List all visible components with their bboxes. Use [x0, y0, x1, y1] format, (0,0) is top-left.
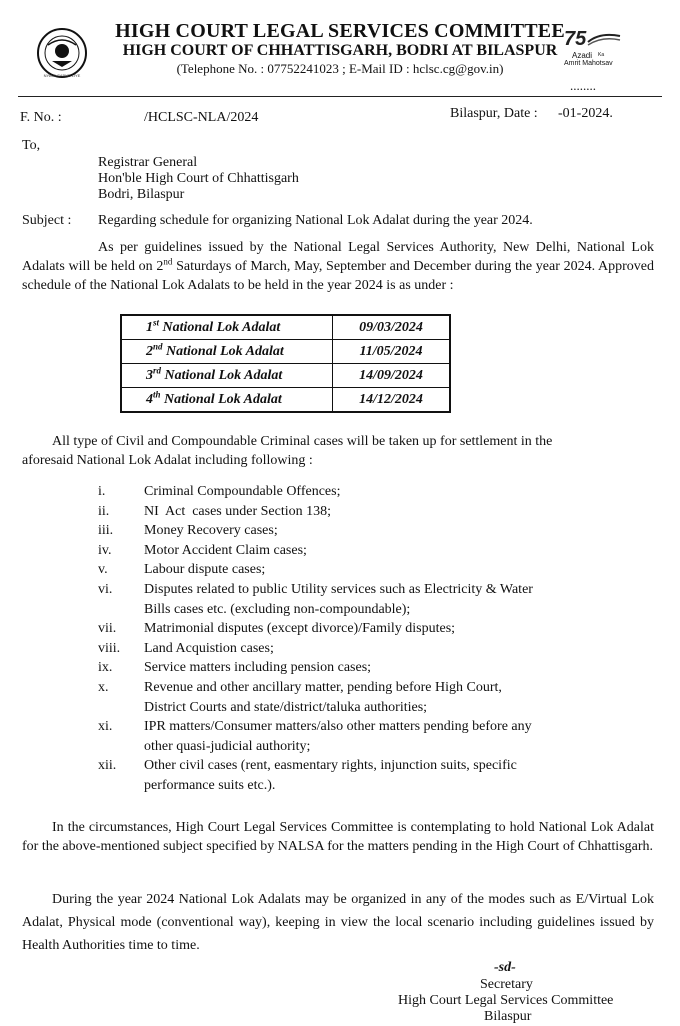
- logo-line2: Ka: [598, 52, 605, 58]
- flag-swoosh-icon: [586, 32, 622, 46]
- logo-line1: Azadi: [572, 51, 593, 60]
- logo-line3: Amrit Mahotsav: [564, 60, 613, 67]
- para-guidelines: [22, 238, 654, 295]
- case-number: iv.: [98, 542, 112, 558]
- schedule-row: [121, 315, 450, 340]
- right-logo: [560, 28, 630, 78]
- case-number: vi.: [98, 582, 113, 597]
- schedule-ordinal: 4: [146, 391, 153, 407]
- case-text: Disputes related to public Utility services such as Electricity & Water: [144, 582, 533, 597]
- para-guidelines-b: Saturdays of March, May, September and December during the year 2024. Approved schedule of the National Lok Adalats to be held in the year 2024 is as under :: [22, 259, 654, 293]
- schedule-date: 11/05/2024: [333, 340, 451, 364]
- fno-label: F. No. :: [20, 110, 62, 125]
- address-line2: Hon'ble High Court of Chhattisgarh: [98, 171, 299, 186]
- case-text: Labour dispute cases;: [144, 562, 266, 578]
- schedule-table: [120, 314, 451, 413]
- case-number: viii.: [98, 640, 121, 656]
- schedule-ordinal-suffix: th: [153, 388, 161, 399]
- case-text: performance suits etc.).: [144, 778, 276, 793]
- case-number: xi.: [98, 719, 113, 735]
- signature-sd: -sd-: [494, 960, 516, 975]
- left-logo-text: NYAYA SABKE LIYE: [43, 73, 81, 78]
- schedule-ordinal: 3: [146, 367, 153, 383]
- para-modes: During the year 2024 National Lok Adalats may be organized in any of the modes such as E/Virtual Lok Adalat, Physical mode (conventional way), keeping in view the local scenario including guidelines issued by Health Authorities time to time.: [22, 892, 654, 953]
- case-text: IPR matters/Consumer matters/also other matters pending before any: [144, 719, 532, 735]
- case-text: Bills cases etc. (excluding non-compoundable);: [144, 601, 411, 617]
- case-number: iii.: [98, 523, 114, 539]
- subject-text: Regarding schedule for organizing National Lok Adalat during the year 2024.: [98, 213, 533, 228]
- case-text: Land Acquistion cases;: [144, 640, 274, 656]
- signature-title: Secretary: [480, 977, 533, 992]
- schedule-ordinal-suffix: nd: [153, 340, 163, 351]
- case-number: ix.: [98, 660, 113, 676]
- address-line3: Bodri, Bilaspur: [98, 187, 185, 202]
- case-text: NI Act cases under Section 138;: [144, 503, 332, 519]
- case-text: Money Recovery cases;: [144, 523, 278, 539]
- header-line2: HIGH COURT OF CHHATTISGARH, BODRI AT BILASPUR: [122, 42, 558, 59]
- schedule-label-text: National Lok Adalat: [160, 391, 282, 407]
- schedule-row: [121, 388, 450, 413]
- address-line1: Registrar General: [98, 155, 198, 170]
- case-number: vii.: [98, 621, 117, 637]
- case-number: v.: [98, 562, 108, 578]
- para-cases-line1: All type of Civil and Compoundable Criminal cases will be taken up for settlement in the: [52, 434, 553, 449]
- case-text: Other civil cases (rent, easmentary rights, injunction suits, specific: [144, 758, 517, 774]
- header-rule: [18, 96, 662, 97]
- schedule-label-text: National Lok Adalat: [162, 343, 284, 359]
- schedule-label-text: National Lok Adalat: [161, 367, 283, 383]
- case-text: other quasi-judicial authority;: [144, 738, 311, 754]
- subject-label: Subject :: [22, 213, 72, 228]
- date-label: Bilaspur, Date :: [450, 106, 538, 121]
- para-guidelines-a: As per guidelines issued by the National Legal Services Authority, New Delhi, National Lok Adalats will be held on 2: [22, 240, 654, 274]
- logo-number: 75: [564, 28, 587, 50]
- case-text: District Courts and state/district/taluka authorities;: [144, 699, 428, 715]
- para-circumstances: In the circumstances, High Court Legal Services Committee is contemplating to hold National Lok Adalat for the above-mentioned subject specified by NALSA for the matters pending in the High Court of Chhattisgarh.: [22, 820, 654, 854]
- case-number: i.: [98, 484, 106, 499]
- case-text: Matrimonial disputes (except divorce)/Family disputes;: [144, 621, 456, 637]
- header-line3: (Telephone No. : 07752241023 ; E-Mail ID : hclsc.cg@gov.in): [176, 61, 504, 76]
- case-text: Motor Accident Claim cases;: [144, 542, 307, 558]
- header-dots: ........: [570, 78, 596, 93]
- schedule-date: 14/09/2024: [333, 364, 451, 388]
- header-line1: HIGH COURT LEGAL SERVICES COMMITTEE: [115, 20, 565, 42]
- schedule-label: [121, 364, 333, 388]
- case-text: Revenue and other ancillary matter, pending before High Court,: [144, 680, 502, 695]
- schedule-label: [121, 388, 333, 413]
- case-text: Service matters including pension cases;: [144, 660, 372, 676]
- to-label: To,: [22, 138, 41, 153]
- case-number: x.: [98, 680, 109, 695]
- signature-place: Bilaspur: [484, 1009, 532, 1024]
- schedule-ordinal: 2: [146, 343, 153, 359]
- schedule-date: 09/03/2024: [333, 315, 451, 340]
- schedule-row: [121, 340, 450, 364]
- case-number: xii.: [98, 758, 117, 774]
- signature-org: High Court Legal Services Committee: [398, 993, 614, 1008]
- schedule-ordinal: 1: [146, 319, 153, 335]
- para-guidelines-sup: nd: [163, 256, 173, 267]
- fno-value: /HCLSC-NLA/2024: [144, 110, 259, 125]
- case-number: ii.: [98, 503, 110, 519]
- case-text: Criminal Compoundable Offences;: [144, 484, 341, 499]
- schedule-date: 14/12/2024: [333, 388, 451, 413]
- schedule-label: [121, 315, 333, 340]
- schedule-ordinal-suffix: st: [153, 316, 160, 327]
- schedule-row: [121, 364, 450, 388]
- date-value: -01-2024.: [558, 106, 613, 121]
- schedule-ordinal-suffix: rd: [153, 364, 162, 375]
- schedule-label: [121, 340, 333, 364]
- para-cases-line2: aforesaid National Lok Adalat including following :: [22, 453, 313, 468]
- schedule-label-text: National Lok Adalat: [159, 319, 281, 335]
